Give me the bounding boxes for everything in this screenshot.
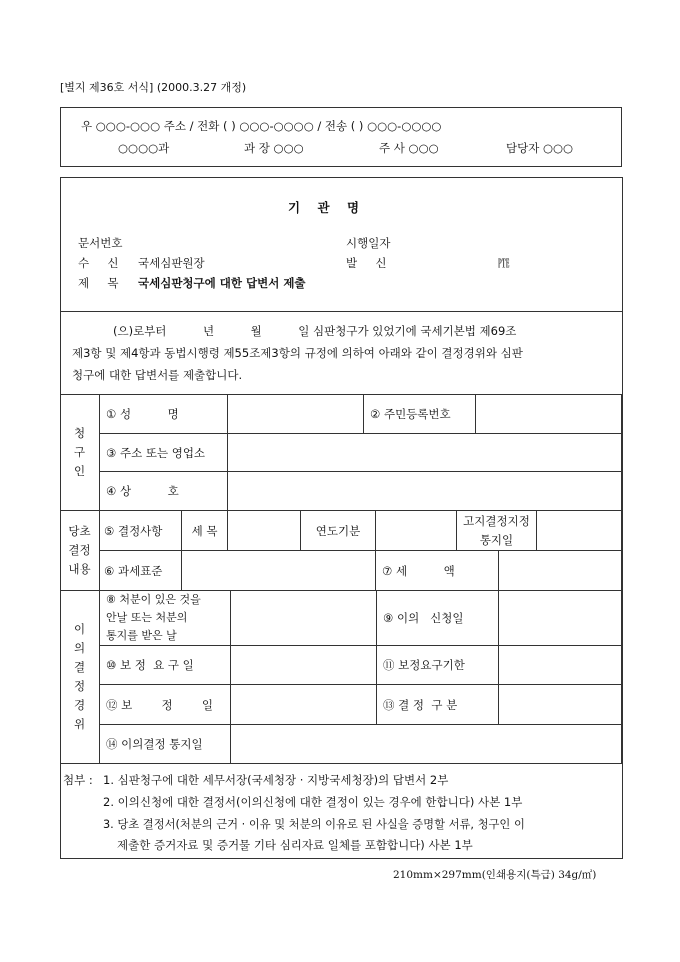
original-decision-section-label: 당초 결정 내용 [60,511,100,591]
name-field[interactable] [228,394,364,434]
clerk: 주 사 ○○○ [379,141,439,155]
address-line: 우 ○○○-○○○ 주소 / 전화 ( ) ○○○-○○○○ / 전송 ( ) ○○○-○○○○ [81,119,442,133]
resident-number-label: ② 주민등록번호 [364,394,476,434]
decision-type-label: ⑬ 결 정 구 분 [377,685,499,725]
address-box [60,107,622,167]
attachment-item-3-cont: 제출한 증거자료 및 증거물 기타 심리자료 일체를 포함합니다) 사본 1부 [117,838,473,852]
recipient-label: 수 신 [78,256,119,270]
dept: ○○○○과 [118,141,170,155]
officer: 담당자 ○○○ [506,141,574,155]
paragraph-line-3: 청구에 대한 답변서를 제출합니다. [72,368,243,382]
decision-items-label: ⑤ 결정사항 [100,511,182,551]
tax-amount-field[interactable] [499,551,622,591]
attachment-item-3: 3. 당초 결정서(처분의 근거 · 이유 및 처분의 이유로 된 사실을 증명할 서류, 청구인 이 [103,818,525,831]
business-name-field[interactable] [228,472,622,511]
address-label: ③ 주소 또는 영업소 [100,434,228,472]
effective-date-label: 시행일자 [346,236,391,250]
sender-label: 발 신 [346,256,387,270]
attachments-label: 첨부 : [63,773,97,787]
seal-mark: ㉐ [498,256,510,270]
resident-number-field[interactable] [476,394,622,434]
objection-date-field[interactable] [499,591,622,646]
paragraph-line-2: 제3항 및 제4항과 동법시행령 제55조제3항의 규정에 의하여 아래와 같이 결정경위와 심판 [72,346,523,360]
disposition-known-date-field[interactable] [231,591,377,646]
tax-base-label: ⑥ 과세표준 [100,551,182,591]
notice-date-label: 고지결정지정 통지일 [457,511,537,551]
decision-type-field[interactable] [499,685,622,725]
correction-request-date-label: ⑩ 보 정 요 구 일 [100,646,231,685]
address-field[interactable] [228,434,622,472]
year-period-field[interactable] [376,511,457,551]
subject-label: 제 목 [78,276,119,290]
correction-deadline-field[interactable] [499,646,622,685]
year-period-label: 연도기분 [301,511,376,551]
claimant-section-label: 청 구 인 [60,394,100,511]
tax-amount-label: ⑦ 세 액 [376,551,499,591]
tax-item-label: 세 목 [182,511,228,551]
name-label: ① 성 명 [100,394,228,434]
subject-value: 국세심판청구에 대한 답변서 제출 [138,276,306,290]
form-header: [별지 제36호 서식] (2000.3.27 개정) [60,81,247,94]
divider [60,311,622,312]
attachment-item-2: 2. 이의신청에 대한 결정서(이의신청에 대한 결정이 있는 경우에 한합니다) 사본 1부 [103,795,523,809]
correction-request-date-field[interactable] [231,646,377,685]
tax-base-field[interactable] [182,551,376,591]
correction-date-field[interactable] [231,685,377,725]
objection-section-label: 이 의 결 정 경 위 [60,591,100,764]
business-name-label: ④ 상 호 [100,472,228,511]
objection-notice-date-field[interactable] [231,725,622,764]
agency-name: 기 관 명 [288,200,360,215]
objection-notice-date-label: ⑭ 이의결정 통지일 [100,725,231,764]
doc-number-label: 문서번호 [78,236,123,250]
recipient-value: 국세심판원장 [138,256,205,270]
disposition-known-date-label: ⑧ 처분이 있은 것을 안날 또는 처분의 통지를 받은 날 [100,591,231,646]
manager: 과 장 ○○○ [244,141,304,155]
notice-date-field[interactable] [537,511,622,551]
objection-date-label: ⑨ 이의 신청일 [377,591,499,646]
tax-item-field[interactable] [228,511,301,551]
paper-spec: 210mm×297mm(인쇄용지(특급) 34g/㎡) [393,869,597,881]
paragraph-line-1: (으)로부터 년 월 일 심판청구가 있었기에 국세기본법 제69조 [113,324,517,338]
correction-date-label: ⑫ 보 정 일 [100,685,231,725]
attachment-item-1: 1. 심판청구에 대한 세무서장(국세청장 · 지방국세청장)의 답변서 2부 [103,773,449,787]
correction-deadline-label: ⑪ 보정요구기한 [377,646,499,685]
